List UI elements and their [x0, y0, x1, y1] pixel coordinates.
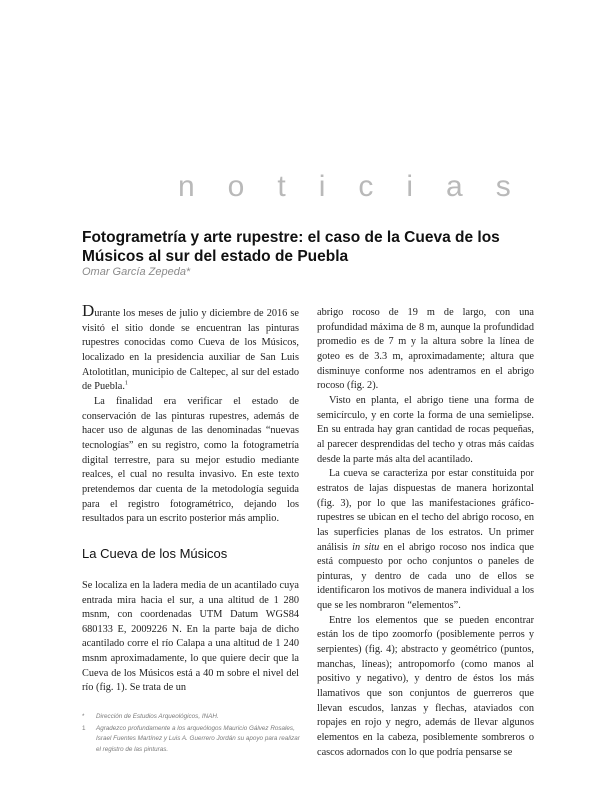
footnote-text: Agradezco profundamente a los arqueólogos Mauricio Gálvez Rosales, Israel Fuentes Martínez y Luis A. Guerrero Jordán su apoyo para realizar el registro de las pinturas. — [96, 724, 300, 753]
author-name: Omar García Zepeda* — [82, 266, 191, 278]
intro-text: urante los meses de julio y diciembre de 2016 se visitó el sitio donde se encuentran las pinturas rupestres conocidas como Cueva de los Músicos, localizado en la presidencia auxiliar de San Luis Atolotitlan, municipio de Caltepec, al sur del estado de Puebla. — [82, 308, 299, 393]
paragraph-text: La cueva se caracteriza por estar constituida por estratos de lajas dispuestas de manera horizontal (fig. 3), por lo que las manifestaciones gráfico-rupestres se ubican en el techo del abrigo rocoso, en las superficies planas de los estratos. Un primer análisis — [317, 468, 534, 553]
footnote — [82, 724, 304, 756]
body-paragraph: abrigo rocoso de 19 m de largo, con una profundidad máxima de 8 m, aunque la profundidad promedio es de 7 m y la altura sobre la línea de goteo es de 3.3 m, aproximadamente; altura que disminuye conforme nos adentramos en el abrigo rocoso (fig. 2). — [317, 307, 534, 392]
intro-paragraph — [82, 301, 299, 395]
footnote-text: Dirección de Estudios Arqueológicos, INAH. — [96, 713, 219, 720]
article-title: Fotogrametría y arte rupestre: el caso de la Cueva de los Músicos al sur del estado de Puebla — [82, 229, 500, 265]
italic-term: in situ — [352, 541, 380, 553]
body-paragraph: La finalidad era verificar el estado de conservación de las pinturas rupestres, además de hacer uso de algunas de las denominadas “nuevas tecnologías” en su registro, como la fotogrametría digital terrestre, para su mejor estudio mediante realces, el cual no resulta invasivo. En este texto pretendemos dar cuenta de la metodología seguida para el registro fotogramétrico, dejando los resultados para un escrito posterior más amplio. — [82, 395, 299, 525]
footnote-ref: 1 — [124, 380, 128, 387]
section-heading: noticias — [178, 170, 544, 203]
drop-cap: D — [82, 301, 95, 320]
footnote-mark: * — [82, 713, 85, 720]
paragraph-text: en el abrigo rocoso nos indica que está compuesto por ocho conjuntos o paneles de pinturas, y dentro de cada uno de ellos se identificaron los motivos de manera individual a los que se les nombraron “elementos”. — [317, 541, 534, 612]
right-column — [317, 306, 534, 760]
section-subheading: La Cueva de los Músicos — [82, 545, 228, 561]
body-paragraph: Se localiza en la ladera media de un acantilado cuya entrada mira hacia el sur, a una altitud de 1 280 msnm, con coordenadas UTM Datum WGS84 680133 E, 2009226 N. En la parte baja de dicho acantilado corre el río Calapa a una altitud de 1 240 msnm aproximadamente, lo que quiere decir que la Cueva de los Músicos está a 40 m sobre el nivel del río (fig. 1). Se trata de un — [82, 579, 299, 694]
footnote — [82, 712, 304, 723]
footnotes — [82, 712, 304, 755]
left-column — [82, 301, 299, 696]
body-paragraph: Entre los elementos que se pueden encontrar están los de tipo zoomorfo (posiblemente perros y serpientes) (fig. 4); abstracto y geométrico (puntos, manchas, líneas); antropomorfo (como manos al positivo y negativo), y dentro de éstos los más llamativos que son conjuntos de guerreros que llevan escudos, lanzas y flechas, ataviados con ropajes en rojo y negro, además de llevar algunos elementos en la cabeza, posiblemente sombreros o cascos adornados con lo que podría pensarse se — [317, 614, 534, 758]
body-paragraph: Visto en planta, el abrigo tiene una forma de semicírculo, y en corte la forma de una semielipse. En su entrada hay gran cantidad de rocas pequeñas, al parecer desprendidas del techo y otras más caídas desde la parte más alta del acantilado. — [317, 394, 534, 465]
body-paragraph — [317, 467, 534, 614]
footnote-mark: 1 — [82, 724, 86, 732]
